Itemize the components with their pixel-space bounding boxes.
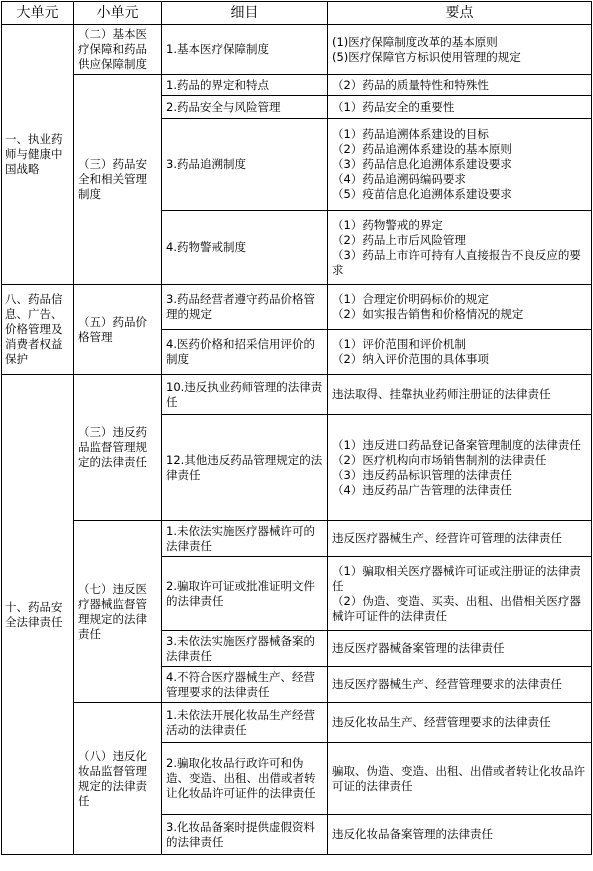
header-points: 要点 [328,2,592,25]
unit-cell: 一、执业药师与健康中国战略 [2,25,74,285]
point-line: （2）纳入评价范围的具体事项 [332,352,489,366]
point-line: （2）如实报告销售和价格情况的规定 [332,307,524,321]
subunit-cell: （八）违反化妆品监督管理规定的法律责任 [74,703,162,855]
point-line: （3）违反药品标识管理的法律责任 [332,467,512,482]
points-cell [328,96,592,119]
detail-cell: 4.药物警戒制度 [162,211,328,285]
header-subunit: 小单元 [74,2,162,25]
points-cell [328,557,592,631]
point-line: （2）药品上市后风险管理 [332,232,466,247]
point-line: （5）疫苗信息化追溯体系建设要求 [332,187,512,201]
point-line: （1）药物警戒的界定 [332,217,443,232]
point-line: 违反医疗器械生产、经营许可管理的法律责任 [332,531,562,545]
subunit-cell: （五）药品价格管理 [74,285,162,375]
points-cell [328,375,592,415]
detail-cell: 3.药品经营者遵守药品价格管理的规定 [162,285,328,330]
points-cell [328,330,592,375]
detail-cell: 12.其他违反药品管理规定的法律责任 [162,415,328,521]
point-line: （1）骗取相关医疗器械许可证或注册证的法律责任 [332,563,581,593]
subunit-cell: （三）药品安全和相关管理制度 [74,75,162,285]
table-row [2,25,592,75]
point-line: 违反医疗器械生产、经营管理要求的法律责任 [332,677,562,691]
table-row [2,703,592,743]
point-line: （1）评价范围和评价机制 [332,337,466,351]
points-cell [328,631,592,667]
unit-cell: 十、药品安全法律责任 [2,375,74,855]
points-cell [328,667,592,703]
points-cell [328,743,592,815]
points-cell [328,211,592,285]
point-line: 骗取、伪造、变造、出租、出借或者转让化妆品许可证的法律责任 [332,763,585,793]
point-line: （4）违反药品广告管理的法律责任 [332,482,512,497]
detail-cell: 4.不符合医疗器械生产、经营管理要求的法律责任 [162,667,328,703]
table-row [2,375,592,415]
point-line: (1)医疗保障制度改革的基本原则 [332,34,498,49]
subunit-cell: （七）违反医疗器械监督管理规定的法律责任 [74,521,162,703]
point-line: 违反化妆品备案管理的法律责任 [332,827,493,841]
point-line: （2）药品的质量特性和特殊性 [332,77,489,92]
header-detail: 细目 [162,2,328,25]
detail-cell: 3.未依法实施医疗器械备案的法律责任 [162,631,328,667]
detail-cell: 1.未依法开展化妆品生产经营活动的法律责任 [162,703,328,743]
header-row [2,2,592,25]
detail-cell: 3.药品追溯制度 [162,119,328,211]
point-line: （2）伪造、变造、买卖、出租、出借相关医疗器械许可证件的法律责任 [332,593,581,623]
unit-cell: 八、药品信息、广告、价格管理及消费者权益保护 [2,285,74,375]
subunit-cell: （二）基本医疗保障和药品供应保障制度 [74,25,162,75]
detail-cell: 2.药品安全与风险管理 [162,96,328,119]
point-line: （1）药品安全的重要性 [332,99,455,114]
points-cell [328,703,592,743]
detail-cell: 1.药品的界定和特点 [162,75,328,96]
points-cell [328,815,592,855]
detail-cell: 4.医药价格和招采信用评价的制度 [162,330,328,375]
syllabus-table [1,1,592,855]
points-cell [328,521,592,557]
point-line: （1）违反进口药品登记备案管理制度的法律责任 [332,437,581,452]
subunit-cell: （三）违反药品监督管理规定的法律责任 [74,375,162,521]
point-line: （4）药品追溯码编码要求 [332,172,466,186]
detail-cell: 1.基本医疗保障制度 [162,25,328,75]
point-line: （1）合理定价明码标价的规定 [332,292,489,306]
point-line: (5)医疗保障官方标识使用管理的规定 [332,49,521,64]
table-row [2,521,592,557]
detail-cell: 1.未依法实施医疗器械许可的法律责任 [162,521,328,557]
detail-cell: 10.违反执业药师管理的法律责任 [162,375,328,415]
point-line: （1）药品追溯体系建设的目标 [332,127,489,141]
table-row [2,285,592,330]
points-cell [328,25,592,75]
points-cell [328,285,592,330]
point-line: （3）药品信息化追溯体系建设要求 [332,157,512,171]
detail-cell: 2.骗取化妆品行政许可和伪造、变造、出租、出借或者转让化妆品许可证件的法律责任 [162,743,328,815]
point-line: 违法取得、挂靠执业药师注册证的法律责任 [332,387,551,401]
point-line: 违反医疗器械备案管理的法律责任 [332,641,505,655]
points-cell [328,415,592,521]
point-line: 违反化妆品生产、经营管理要求的法律责任 [332,715,551,729]
table-row [2,75,592,96]
points-cell [328,75,592,96]
point-line: （2）药品追溯体系建设的基本原则 [332,142,512,156]
header-unit: 大单元 [2,2,74,25]
detail-cell: 2.骗取许可证或批准证明文件的法律责任 [162,557,328,631]
point-line: （2）医疗机构向市场销售制剂的法律责任 [332,452,547,467]
detail-cell: 3.化妆品备案时提供虚假资料的法律责任 [162,815,328,855]
points-cell [328,119,592,211]
point-line: （3）药品上市许可持有人直接报告不良反应的要求 [332,247,581,277]
